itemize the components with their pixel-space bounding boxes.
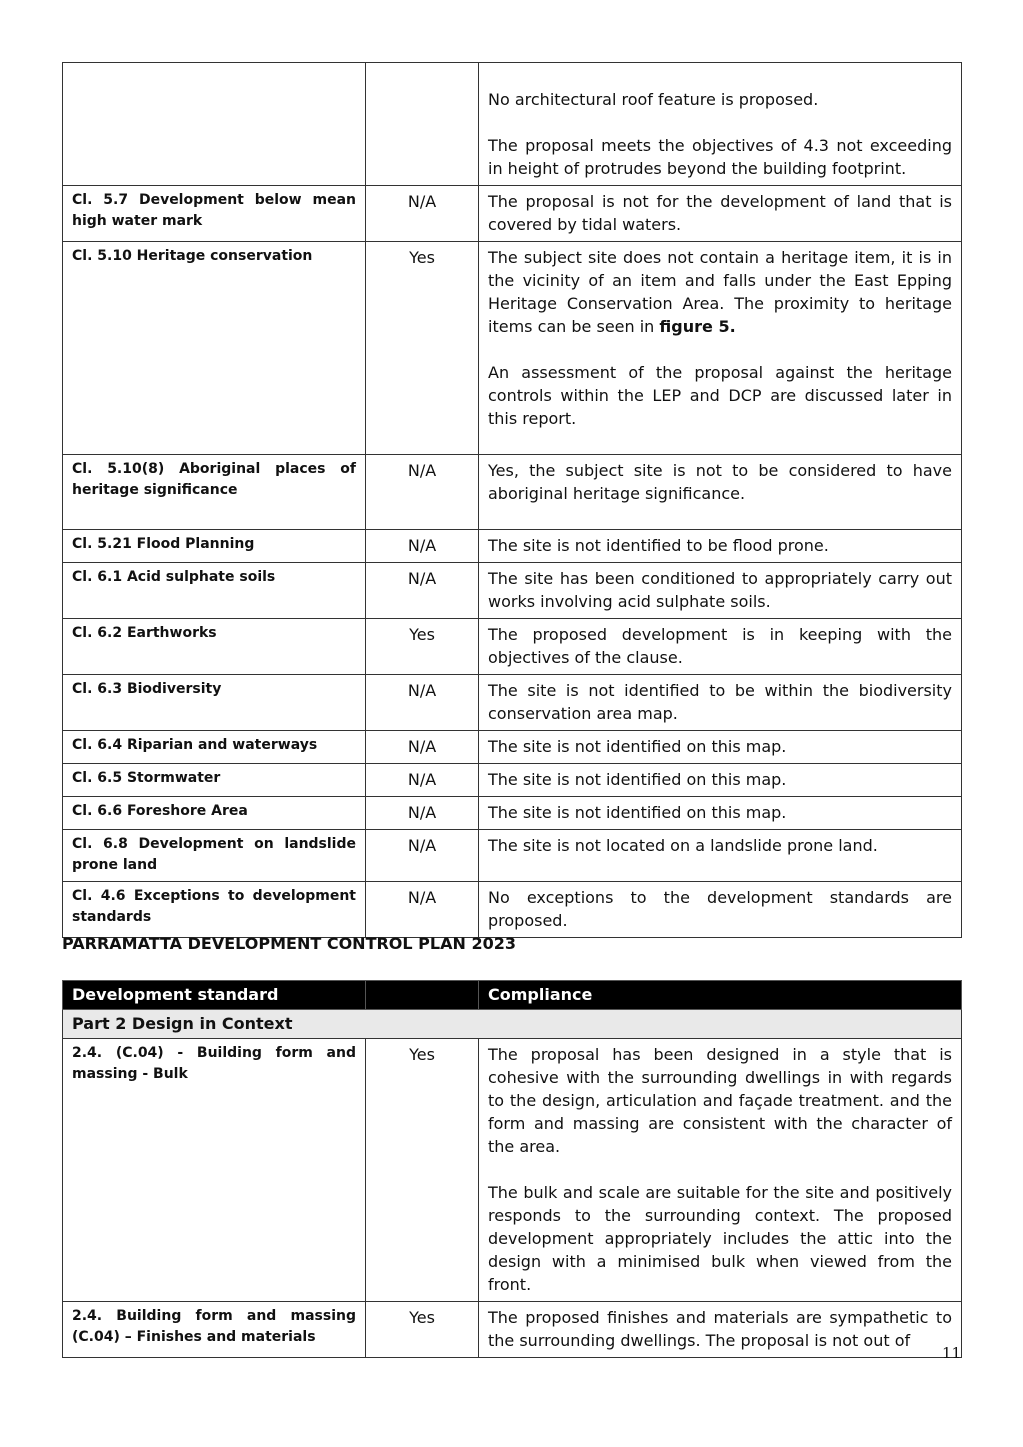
compliance-cell: N/A <box>366 455 479 530</box>
clause-cell: 2.4. (C.04) - Building form and massing - Bulk <box>63 1039 366 1302</box>
assessment-paragraph: The proposal meets the objectives of 4.3 not exceeding in height of protrudes beyond the building footprint. <box>488 136 952 178</box>
table-row <box>63 530 962 563</box>
assessment-paragraph: The site is not identified to be flood prone. <box>488 536 829 555</box>
compliance-cell: N/A <box>366 882 479 938</box>
clause-cell: Cl. 5.21 Flood Planning <box>63 530 366 563</box>
table-row <box>63 1302 962 1358</box>
compliance-cell: Yes <box>366 619 479 675</box>
assessment-paragraph: No architectural roof feature is proposed. <box>488 90 819 109</box>
compliance-cell: Yes <box>366 1039 479 1302</box>
page-number: 11 <box>942 1344 962 1362</box>
compliance-cell: N/A <box>366 675 479 731</box>
clause-cell: Cl. 4.6 Exceptions to development standards <box>63 882 366 938</box>
assessment-paragraph: The bulk and scale are suitable for the site and positively responds to the surrounding context. The proposed development appropriately includes the attic into the design with a minimised bulk when viewed from the front. <box>488 1183 952 1294</box>
compliance-cell: Yes <box>366 1302 479 1358</box>
compliance-cell: N/A <box>366 186 479 242</box>
table-row <box>63 882 962 938</box>
assessment-cell <box>479 797 962 830</box>
clause-cell: Cl. 5.10(8) Aboriginal places of heritage significance <box>63 455 366 530</box>
assessment-paragraph: The site has been conditioned to appropriately carry out works involving acid sulphate soils. <box>488 569 952 611</box>
clause-cell: Cl. 6.8 Development on landslide prone land <box>63 830 366 882</box>
assessment-cell <box>479 563 962 619</box>
assessment-paragraph: The site is not located on a landslide prone land. <box>488 836 878 855</box>
table-header-row <box>63 981 962 1010</box>
clause-cell: Cl. 5.10 Heritage conservation <box>63 242 366 455</box>
clause-cell: Cl. 6.6 Foreshore Area <box>63 797 366 830</box>
assessment-paragraph: An assessment of the proposal against the heritage controls within the LEP and DCP are discussed later in this report. <box>488 363 952 428</box>
compliance-cell: Yes <box>366 242 479 455</box>
compliance-cell: N/A <box>366 797 479 830</box>
clause-cell: 2.4. Building form and massing (C.04) – Finishes and materials <box>63 1302 366 1358</box>
clause-cell: Cl. 6.3 Biodiversity <box>63 675 366 731</box>
compliance-cell <box>366 63 479 186</box>
clause-cell: Cl. 6.2 Earthworks <box>63 619 366 675</box>
assessment-cell <box>479 1039 962 1302</box>
assessment-paragraph: The proposed development is in keeping with the objectives of the clause. <box>488 625 952 667</box>
assessment-cell <box>479 764 962 797</box>
assessment-cell <box>479 186 962 242</box>
table-row <box>63 619 962 675</box>
assessment-paragraph: The site is not identified to be within the biodiversity conservation area map. <box>488 681 952 723</box>
part-label: Part 2 Design in Context <box>63 1010 962 1039</box>
table-row <box>63 1039 962 1302</box>
assessment-paragraph: The site is not identified on this map. <box>488 803 787 822</box>
assessment-paragraph: Yes, the subject site is not to be considered to have aboriginal heritage significance. <box>488 461 952 503</box>
table-row <box>63 731 962 764</box>
compliance-cell: N/A <box>366 731 479 764</box>
assessment-cell <box>479 675 962 731</box>
assessment-paragraph: The proposal is not for the development of land that is covered by tidal waters. <box>488 192 952 234</box>
table-row <box>63 242 962 455</box>
assessment-cell <box>479 242 962 455</box>
table-row <box>63 455 962 530</box>
header-development-standard: Development standard <box>63 981 366 1010</box>
clause-cell: Cl. 5.7 Development below mean high water mark <box>63 186 366 242</box>
dcp-compliance-table <box>62 980 962 1358</box>
section-heading: PARRAMATTA DEVELOPMENT CONTROL PLAN 2023 <box>62 934 516 953</box>
figure-reference: figure 5. <box>659 317 736 336</box>
assessment-paragraph: The proposal has been designed in a style that is cohesive with the surrounding dwellings in with regards to the design, articulation and façade treatment. and the form and massing are consistent with the character of the area. <box>488 1045 952 1156</box>
clause-cell <box>63 63 366 186</box>
assessment-cell <box>479 1302 962 1358</box>
assessment-paragraph <box>488 246 952 338</box>
assessment-cell <box>479 63 962 186</box>
clause-cell: Cl. 6.1 Acid sulphate soils <box>63 563 366 619</box>
table-row <box>63 563 962 619</box>
table-row <box>63 63 962 186</box>
clause-cell: Cl. 6.5 Stormwater <box>63 764 366 797</box>
lep-compliance-table <box>62 62 962 938</box>
assessment-paragraph: The site is not identified on this map. <box>488 770 787 789</box>
compliance-cell: N/A <box>366 764 479 797</box>
compliance-cell: N/A <box>366 530 479 563</box>
table-row <box>63 797 962 830</box>
table-row <box>63 830 962 882</box>
table-row <box>63 675 962 731</box>
part-row <box>63 1010 962 1039</box>
assessment-cell <box>479 530 962 563</box>
table-row <box>63 764 962 797</box>
assessment-paragraph: The proposed finishes and materials are sympathetic to the surrounding dwellings. The proposal is not out of <box>488 1308 952 1350</box>
header-empty-cell <box>366 981 479 1010</box>
assessment-paragraph: No exceptions to the development standards are proposed. <box>488 888 952 930</box>
assessment-cell <box>479 619 962 675</box>
assessment-cell <box>479 830 962 882</box>
assessment-paragraph: The site is not identified on this map. <box>488 737 787 756</box>
assessment-text: The subject site does not contain a heritage item, it is in the vicinity of an item and falls under the East Epping Heritage Conservation Area. The proximity to heritage items can be seen in <box>488 248 952 336</box>
assessment-cell <box>479 455 962 530</box>
compliance-cell: N/A <box>366 830 479 882</box>
table-row <box>63 186 962 242</box>
header-compliance: Compliance <box>479 981 962 1010</box>
clause-cell: Cl. 6.4 Riparian and waterways <box>63 731 366 764</box>
compliance-cell: N/A <box>366 563 479 619</box>
assessment-cell <box>479 882 962 938</box>
assessment-cell <box>479 731 962 764</box>
